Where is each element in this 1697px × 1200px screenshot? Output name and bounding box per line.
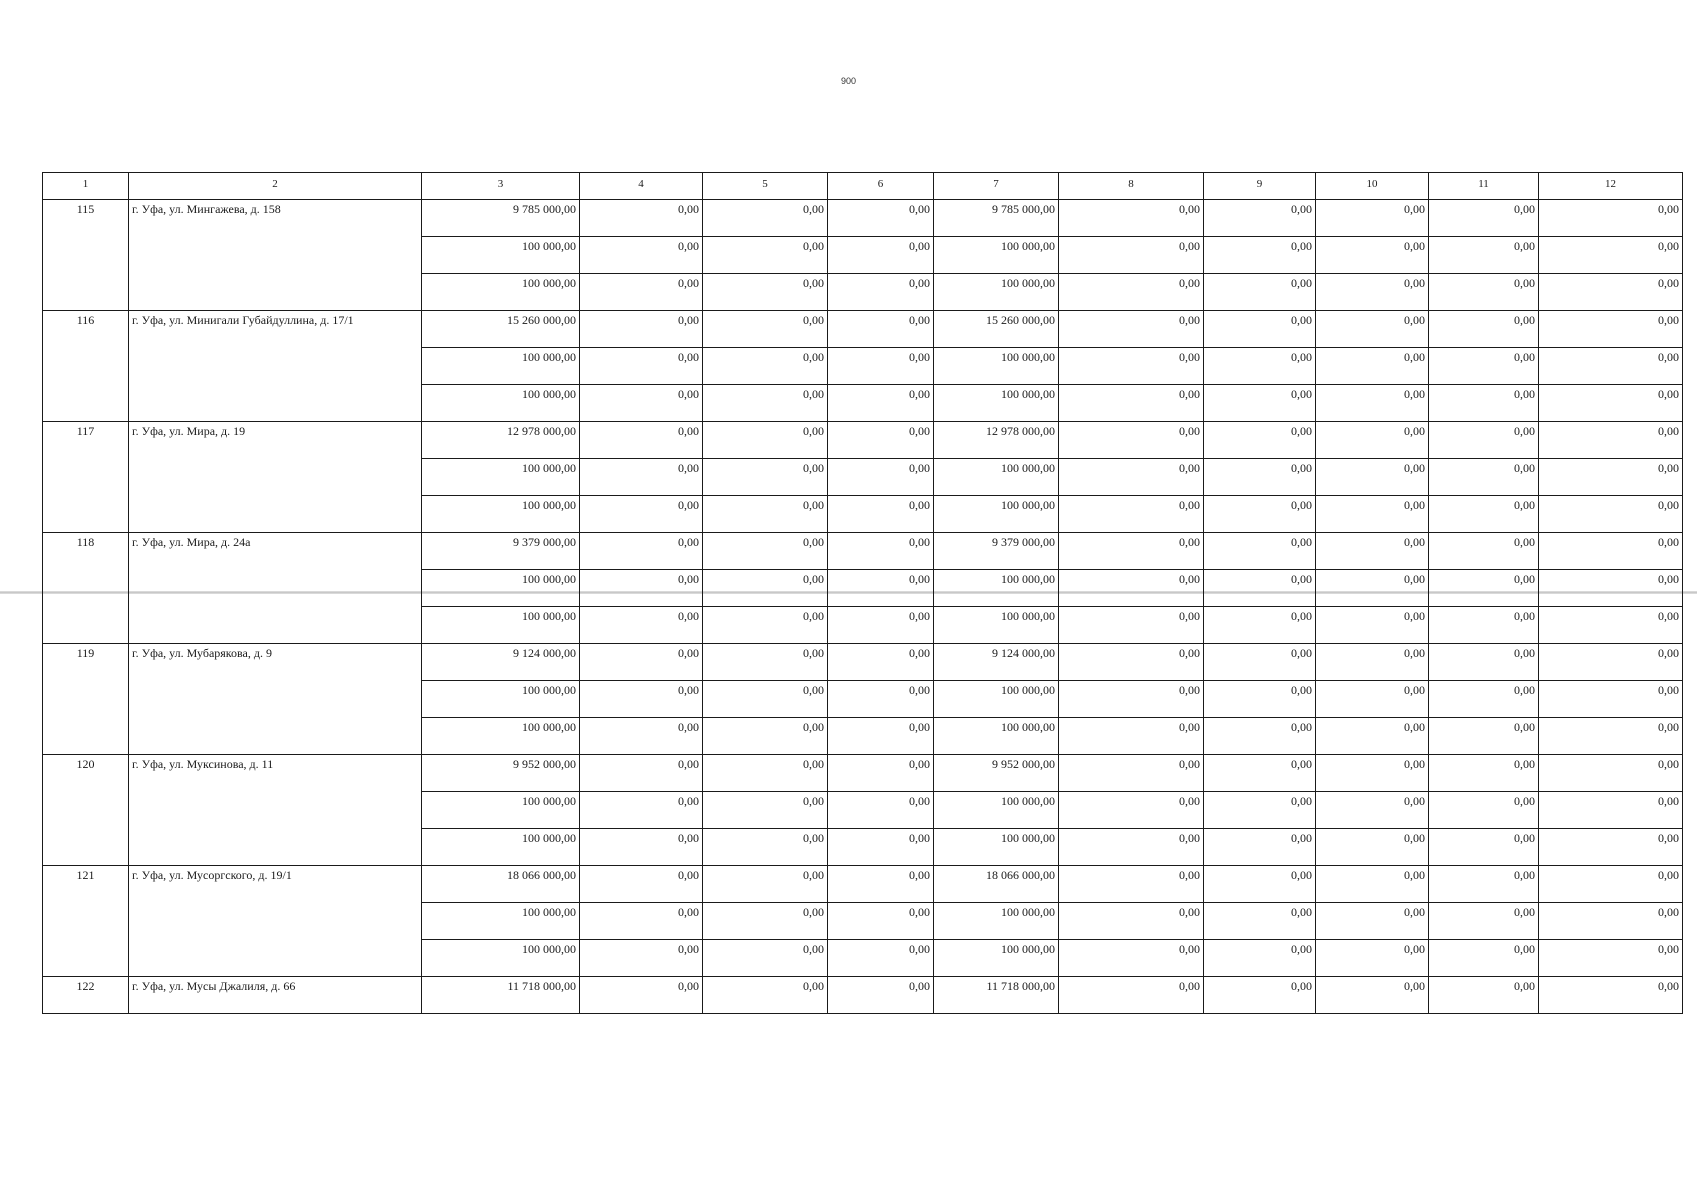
amount-cell: 100 000,00 xyxy=(422,348,580,385)
amount-cell: 0,00 xyxy=(703,644,828,681)
amount-cell: 0,00 xyxy=(1539,348,1683,385)
amount-cell: 9 952 000,00 xyxy=(934,755,1059,792)
amount-cell: 100 000,00 xyxy=(422,570,580,607)
column-header: 6 xyxy=(828,173,934,200)
amount-cell: 0,00 xyxy=(580,459,703,496)
amount-cell: 0,00 xyxy=(828,755,934,792)
table-row xyxy=(43,422,1683,459)
amount-cell: 0,00 xyxy=(1204,533,1316,570)
amount-cell: 0,00 xyxy=(1539,385,1683,422)
amount-cell: 0,00 xyxy=(703,940,828,977)
amount-cell: 15 260 000,00 xyxy=(934,311,1059,348)
table-row xyxy=(43,644,1683,681)
amount-cell: 9 379 000,00 xyxy=(934,533,1059,570)
amount-cell: 0,00 xyxy=(1204,311,1316,348)
amount-cell: 0,00 xyxy=(1429,977,1539,1014)
amount-cell: 0,00 xyxy=(1539,459,1683,496)
amount-cell: 0,00 xyxy=(703,200,828,237)
amount-cell: 0,00 xyxy=(580,533,703,570)
amount-cell: 0,00 xyxy=(1429,200,1539,237)
amount-cell: 0,00 xyxy=(1539,866,1683,903)
amount-cell: 0,00 xyxy=(1059,459,1204,496)
amount-cell: 0,00 xyxy=(1059,718,1204,755)
column-header: 1 xyxy=(43,173,129,200)
amount-cell: 0,00 xyxy=(828,385,934,422)
amount-cell: 0,00 xyxy=(828,792,934,829)
amount-cell: 100 000,00 xyxy=(422,274,580,311)
record-index: 117 xyxy=(43,422,129,533)
column-header: 10 xyxy=(1316,173,1429,200)
amount-cell: 0,00 xyxy=(1539,496,1683,533)
amount-cell: 0,00 xyxy=(1429,792,1539,829)
amount-cell: 0,00 xyxy=(1539,311,1683,348)
amount-cell: 0,00 xyxy=(1539,755,1683,792)
amount-cell: 0,00 xyxy=(1204,792,1316,829)
column-header: 7 xyxy=(934,173,1059,200)
amount-cell: 0,00 xyxy=(580,237,703,274)
amount-cell: 0,00 xyxy=(1429,459,1539,496)
amount-cell: 0,00 xyxy=(580,829,703,866)
column-header: 2 xyxy=(129,173,422,200)
record-address: г. Уфа, ул. Мингажева, д. 158 xyxy=(129,200,422,311)
amount-cell: 0,00 xyxy=(1429,274,1539,311)
amount-cell: 0,00 xyxy=(1316,792,1429,829)
amount-cell: 0,00 xyxy=(1204,348,1316,385)
amount-cell: 100 000,00 xyxy=(934,829,1059,866)
amount-cell: 0,00 xyxy=(703,422,828,459)
amount-cell: 0,00 xyxy=(580,792,703,829)
amount-cell: 100 000,00 xyxy=(934,792,1059,829)
amount-cell: 0,00 xyxy=(828,718,934,755)
amount-cell: 0,00 xyxy=(1059,903,1204,940)
amount-cell: 0,00 xyxy=(1429,718,1539,755)
amount-cell: 0,00 xyxy=(580,311,703,348)
amount-cell: 0,00 xyxy=(828,903,934,940)
amount-cell: 0,00 xyxy=(703,237,828,274)
record-index: 119 xyxy=(43,644,129,755)
amount-cell: 0,00 xyxy=(1059,570,1204,607)
amount-cell: 0,00 xyxy=(828,311,934,348)
amount-cell: 0,00 xyxy=(828,459,934,496)
amount-cell: 0,00 xyxy=(1059,607,1204,644)
amount-cell: 0,00 xyxy=(828,829,934,866)
amount-cell: 0,00 xyxy=(1059,792,1204,829)
amount-cell: 0,00 xyxy=(1429,644,1539,681)
amount-cell: 0,00 xyxy=(703,274,828,311)
record-address: г. Уфа, ул. Мира, д. 24а xyxy=(129,533,422,644)
amount-cell: 0,00 xyxy=(1316,422,1429,459)
amount-cell: 0,00 xyxy=(1429,385,1539,422)
amount-cell: 0,00 xyxy=(1429,866,1539,903)
amount-cell: 0,00 xyxy=(1316,977,1429,1014)
amount-cell: 0,00 xyxy=(1539,570,1683,607)
amount-cell: 0,00 xyxy=(703,755,828,792)
amount-cell: 0,00 xyxy=(1204,385,1316,422)
amount-cell: 0,00 xyxy=(1059,644,1204,681)
amount-cell: 0,00 xyxy=(1316,533,1429,570)
amount-cell: 0,00 xyxy=(828,607,934,644)
amount-cell: 0,00 xyxy=(580,681,703,718)
record-index: 115 xyxy=(43,200,129,311)
amount-cell: 0,00 xyxy=(828,348,934,385)
amount-cell: 12 978 000,00 xyxy=(422,422,580,459)
amount-cell: 0,00 xyxy=(1539,977,1683,1014)
record-address: г. Уфа, ул. Мира, д. 19 xyxy=(129,422,422,533)
amount-cell: 0,00 xyxy=(1539,681,1683,718)
amount-cell: 0,00 xyxy=(1429,940,1539,977)
amount-cell: 9 124 000,00 xyxy=(422,644,580,681)
amount-cell: 0,00 xyxy=(580,422,703,459)
amount-cell: 0,00 xyxy=(703,348,828,385)
amount-cell: 0,00 xyxy=(1429,755,1539,792)
amount-cell: 0,00 xyxy=(1059,496,1204,533)
amount-cell: 100 000,00 xyxy=(934,718,1059,755)
amount-cell: 0,00 xyxy=(828,533,934,570)
amount-cell: 0,00 xyxy=(1204,607,1316,644)
amount-cell: 18 066 000,00 xyxy=(934,866,1059,903)
amount-cell: 100 000,00 xyxy=(422,903,580,940)
amount-cell: 0,00 xyxy=(1204,422,1316,459)
amount-cell: 0,00 xyxy=(580,385,703,422)
amount-cell: 0,00 xyxy=(1059,940,1204,977)
table-row xyxy=(43,200,1683,237)
amount-cell: 0,00 xyxy=(1316,829,1429,866)
amount-cell: 0,00 xyxy=(1059,533,1204,570)
record-address: г. Уфа, ул. Минигали Губайдуллина, д. 17/1 xyxy=(129,311,422,422)
record-index: 122 xyxy=(43,977,129,1014)
amount-cell: 9 952 000,00 xyxy=(422,755,580,792)
amount-cell: 0,00 xyxy=(703,570,828,607)
amount-cell: 0,00 xyxy=(1204,977,1316,1014)
amount-cell: 0,00 xyxy=(1059,755,1204,792)
amount-cell: 0,00 xyxy=(1316,755,1429,792)
amount-cell: 0,00 xyxy=(703,385,828,422)
amount-cell: 0,00 xyxy=(703,607,828,644)
amount-cell: 0,00 xyxy=(703,829,828,866)
amount-cell: 0,00 xyxy=(703,792,828,829)
amount-cell: 0,00 xyxy=(1316,718,1429,755)
amount-cell: 0,00 xyxy=(1316,903,1429,940)
budget-table xyxy=(42,172,1683,1014)
amount-cell: 0,00 xyxy=(1429,570,1539,607)
amount-cell: 0,00 xyxy=(580,496,703,533)
amount-cell: 0,00 xyxy=(580,200,703,237)
amount-cell: 0,00 xyxy=(1204,866,1316,903)
amount-cell: 0,00 xyxy=(1539,274,1683,311)
amount-cell: 0,00 xyxy=(1059,274,1204,311)
amount-cell: 0,00 xyxy=(1204,903,1316,940)
amount-cell: 100 000,00 xyxy=(422,237,580,274)
amount-cell: 100 000,00 xyxy=(422,607,580,644)
page-number: 900 xyxy=(840,76,857,86)
amount-cell: 100 000,00 xyxy=(422,459,580,496)
amount-cell: 0,00 xyxy=(1059,237,1204,274)
amount-cell: 0,00 xyxy=(1429,607,1539,644)
amount-cell: 0,00 xyxy=(580,903,703,940)
amount-cell: 0,00 xyxy=(828,422,934,459)
amount-cell: 0,00 xyxy=(1204,200,1316,237)
amount-cell: 0,00 xyxy=(580,570,703,607)
amount-cell: 0,00 xyxy=(580,607,703,644)
amount-cell: 100 000,00 xyxy=(934,385,1059,422)
amount-cell: 100 000,00 xyxy=(934,903,1059,940)
amount-cell: 100 000,00 xyxy=(934,570,1059,607)
amount-cell: 0,00 xyxy=(703,866,828,903)
amount-cell: 100 000,00 xyxy=(934,348,1059,385)
amount-cell: 0,00 xyxy=(580,977,703,1014)
record-index: 118 xyxy=(43,533,129,644)
amount-cell: 0,00 xyxy=(1059,829,1204,866)
amount-cell: 0,00 xyxy=(828,237,934,274)
amount-cell: 0,00 xyxy=(828,200,934,237)
amount-cell: 0,00 xyxy=(1059,866,1204,903)
amount-cell: 100 000,00 xyxy=(934,607,1059,644)
amount-cell: 0,00 xyxy=(1429,533,1539,570)
amount-cell: 0,00 xyxy=(1539,903,1683,940)
amount-cell: 9 785 000,00 xyxy=(422,200,580,237)
amount-cell: 100 000,00 xyxy=(934,274,1059,311)
amount-cell: 0,00 xyxy=(1429,496,1539,533)
amount-cell: 0,00 xyxy=(580,866,703,903)
amount-cell: 0,00 xyxy=(1539,792,1683,829)
amount-cell: 0,00 xyxy=(828,570,934,607)
amount-cell: 100 000,00 xyxy=(422,496,580,533)
record-address: г. Уфа, ул. Мусоргского, д. 19/1 xyxy=(129,866,422,977)
record-index: 120 xyxy=(43,755,129,866)
amount-cell: 0,00 xyxy=(1204,681,1316,718)
amount-cell: 0,00 xyxy=(1429,829,1539,866)
amount-cell: 0,00 xyxy=(1204,940,1316,977)
amount-cell: 0,00 xyxy=(1204,237,1316,274)
amount-cell: 0,00 xyxy=(703,718,828,755)
amount-cell: 0,00 xyxy=(580,644,703,681)
amount-cell: 0,00 xyxy=(1539,237,1683,274)
amount-cell: 0,00 xyxy=(1429,681,1539,718)
amount-cell: 0,00 xyxy=(1429,237,1539,274)
amount-cell: 0,00 xyxy=(1204,274,1316,311)
column-header: 5 xyxy=(703,173,828,200)
table-row xyxy=(43,533,1683,570)
amount-cell: 0,00 xyxy=(1204,755,1316,792)
amount-cell: 0,00 xyxy=(1059,311,1204,348)
amount-cell: 0,00 xyxy=(1316,385,1429,422)
amount-cell: 100 000,00 xyxy=(934,459,1059,496)
amount-cell: 0,00 xyxy=(1539,607,1683,644)
amount-cell: 0,00 xyxy=(1539,533,1683,570)
amount-cell: 0,00 xyxy=(1316,237,1429,274)
column-header: 8 xyxy=(1059,173,1204,200)
amount-cell: 100 000,00 xyxy=(934,681,1059,718)
amount-cell: 100 000,00 xyxy=(422,940,580,977)
amount-cell: 0,00 xyxy=(1316,940,1429,977)
column-header: 9 xyxy=(1204,173,1316,200)
record-index: 121 xyxy=(43,866,129,977)
amount-cell: 0,00 xyxy=(1316,459,1429,496)
amount-cell: 0,00 xyxy=(1539,940,1683,977)
amount-cell: 0,00 xyxy=(1316,644,1429,681)
amount-cell: 0,00 xyxy=(1316,681,1429,718)
amount-cell: 0,00 xyxy=(1316,274,1429,311)
amount-cell: 0,00 xyxy=(703,459,828,496)
amount-cell: 100 000,00 xyxy=(422,681,580,718)
amount-cell: 0,00 xyxy=(1204,718,1316,755)
column-header: 12 xyxy=(1539,173,1683,200)
amount-cell: 0,00 xyxy=(703,681,828,718)
amount-cell: 0,00 xyxy=(1316,866,1429,903)
amount-cell: 0,00 xyxy=(1539,718,1683,755)
amount-cell: 9 785 000,00 xyxy=(934,200,1059,237)
amount-cell: 12 978 000,00 xyxy=(934,422,1059,459)
amount-cell: 0,00 xyxy=(1429,348,1539,385)
column-header: 3 xyxy=(422,173,580,200)
amount-cell: 0,00 xyxy=(580,348,703,385)
amount-cell: 0,00 xyxy=(1429,311,1539,348)
amount-cell: 0,00 xyxy=(580,718,703,755)
table-row xyxy=(43,866,1683,903)
amount-cell: 0,00 xyxy=(703,311,828,348)
amount-cell: 100 000,00 xyxy=(934,237,1059,274)
amount-cell: 0,00 xyxy=(828,644,934,681)
amount-cell: 0,00 xyxy=(1539,644,1683,681)
amount-cell: 0,00 xyxy=(1204,829,1316,866)
amount-cell: 0,00 xyxy=(1539,422,1683,459)
amount-cell: 11 718 000,00 xyxy=(934,977,1059,1014)
amount-cell: 0,00 xyxy=(828,496,934,533)
amount-cell: 0,00 xyxy=(1059,422,1204,459)
amount-cell: 0,00 xyxy=(703,533,828,570)
amount-cell: 0,00 xyxy=(828,681,934,718)
amount-cell: 9 379 000,00 xyxy=(422,533,580,570)
table-row xyxy=(43,755,1683,792)
amount-cell: 0,00 xyxy=(1429,422,1539,459)
record-index: 116 xyxy=(43,311,129,422)
amount-cell: 0,00 xyxy=(1316,348,1429,385)
amount-cell: 100 000,00 xyxy=(422,792,580,829)
amount-cell: 100 000,00 xyxy=(934,496,1059,533)
amount-cell: 0,00 xyxy=(1316,607,1429,644)
amount-cell: 0,00 xyxy=(828,866,934,903)
amount-cell: 0,00 xyxy=(1059,977,1204,1014)
amount-cell: 0,00 xyxy=(1059,200,1204,237)
amount-cell: 0,00 xyxy=(580,755,703,792)
amount-cell: 9 124 000,00 xyxy=(934,644,1059,681)
column-header: 11 xyxy=(1429,173,1539,200)
amount-cell: 100 000,00 xyxy=(422,829,580,866)
amount-cell: 100 000,00 xyxy=(422,718,580,755)
amount-cell: 100 000,00 xyxy=(934,940,1059,977)
amount-cell: 0,00 xyxy=(1539,200,1683,237)
column-header-row xyxy=(43,173,1683,200)
amount-cell: 0,00 xyxy=(828,940,934,977)
amount-cell: 11 718 000,00 xyxy=(422,977,580,1014)
amount-cell: 0,00 xyxy=(1539,829,1683,866)
amount-cell: 0,00 xyxy=(580,940,703,977)
amount-cell: 0,00 xyxy=(703,977,828,1014)
amount-cell: 0,00 xyxy=(1059,348,1204,385)
record-address: г. Уфа, ул. Мубарякова, д. 9 xyxy=(129,644,422,755)
amount-cell: 15 260 000,00 xyxy=(422,311,580,348)
table-row xyxy=(43,311,1683,348)
table-body xyxy=(43,173,1683,1014)
amount-cell: 0,00 xyxy=(1204,644,1316,681)
amount-cell: 0,00 xyxy=(1316,200,1429,237)
table-row xyxy=(43,977,1683,1014)
amount-cell: 0,00 xyxy=(828,274,934,311)
amount-cell: 100 000,00 xyxy=(422,385,580,422)
amount-cell: 0,00 xyxy=(1204,496,1316,533)
amount-cell: 18 066 000,00 xyxy=(422,866,580,903)
amount-cell: 0,00 xyxy=(703,496,828,533)
record-address: г. Уфа, ул. Муксинова, д. 11 xyxy=(129,755,422,866)
amount-cell: 0,00 xyxy=(703,903,828,940)
column-header: 4 xyxy=(580,173,703,200)
amount-cell: 0,00 xyxy=(1204,459,1316,496)
amount-cell: 0,00 xyxy=(1316,496,1429,533)
amount-cell: 0,00 xyxy=(1204,570,1316,607)
record-address: г. Уфа, ул. Мусы Джалиля, д. 66 xyxy=(129,977,422,1014)
amount-cell: 0,00 xyxy=(1059,385,1204,422)
amount-cell: 0,00 xyxy=(1429,903,1539,940)
amount-cell: 0,00 xyxy=(1059,681,1204,718)
amount-cell: 0,00 xyxy=(1316,570,1429,607)
amount-cell: 0,00 xyxy=(828,977,934,1014)
amount-cell: 0,00 xyxy=(1316,311,1429,348)
amount-cell: 0,00 xyxy=(580,274,703,311)
